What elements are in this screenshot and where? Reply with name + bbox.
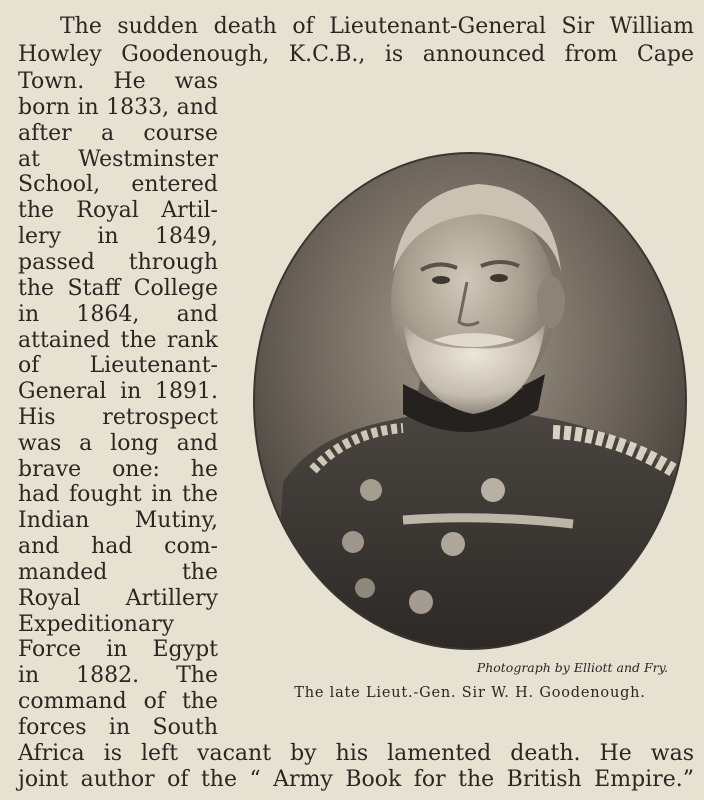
article-line-19: had fought in the — [18, 482, 218, 507]
article-line-11: the Staff College — [18, 276, 218, 301]
article-line-13: attained the rank — [18, 328, 218, 353]
article-line-1: The sudden death of Lieutenant-General Sir William — [60, 14, 694, 39]
photo-credit: Photograph by Elliott and Fry. — [476, 660, 668, 675]
article-line-10: passed through — [18, 250, 218, 275]
article-line-3: Town. He was — [18, 69, 218, 94]
article-line-28: forces in South — [18, 715, 218, 740]
article-line-2: Howley Goodenough, K.C.B., is announced from Cape — [18, 42, 694, 67]
article-line-21: and had com- — [18, 534, 218, 559]
article-line-17: was a long and — [18, 431, 218, 456]
article-line-18: brave one: he — [18, 457, 218, 482]
article-line-9: lery in 1849, — [18, 224, 218, 249]
article-line-4: born in 1833, and — [18, 95, 218, 120]
portrait-photograph — [253, 152, 687, 650]
article-line-6: at Westminster — [18, 147, 218, 172]
article-line-5: after a course — [18, 121, 218, 146]
article-line-25: Force in Egypt — [18, 637, 218, 662]
article-line-16: His retrospect — [18, 405, 218, 430]
article-line-27: command of the — [18, 689, 218, 714]
article-line-8: the Royal Artil- — [18, 198, 218, 223]
article-line-14: of Lieutenant- — [18, 353, 218, 378]
article-line-24: Expeditionary — [18, 612, 175, 637]
article-line-26: in 1882. The — [18, 663, 218, 688]
article-line-20: Indian Mutiny, — [18, 508, 218, 533]
article-line-22: manded the — [18, 560, 218, 585]
article-line-15: General in 1891. — [18, 379, 218, 404]
article-line-23: Royal Artillery — [18, 586, 218, 611]
portrait-caption: The late Lieut.-Gen. Sir W. H. Goodenough. — [294, 685, 646, 701]
article-line-30: joint author of the “ Army Book for the British Empire.” — [18, 767, 694, 792]
article-line-12: in 1864, and — [18, 302, 218, 327]
article-line-29: Africa is left vacant by his lamented death. He was — [18, 741, 694, 766]
article-line-7: School, entered — [18, 172, 218, 197]
